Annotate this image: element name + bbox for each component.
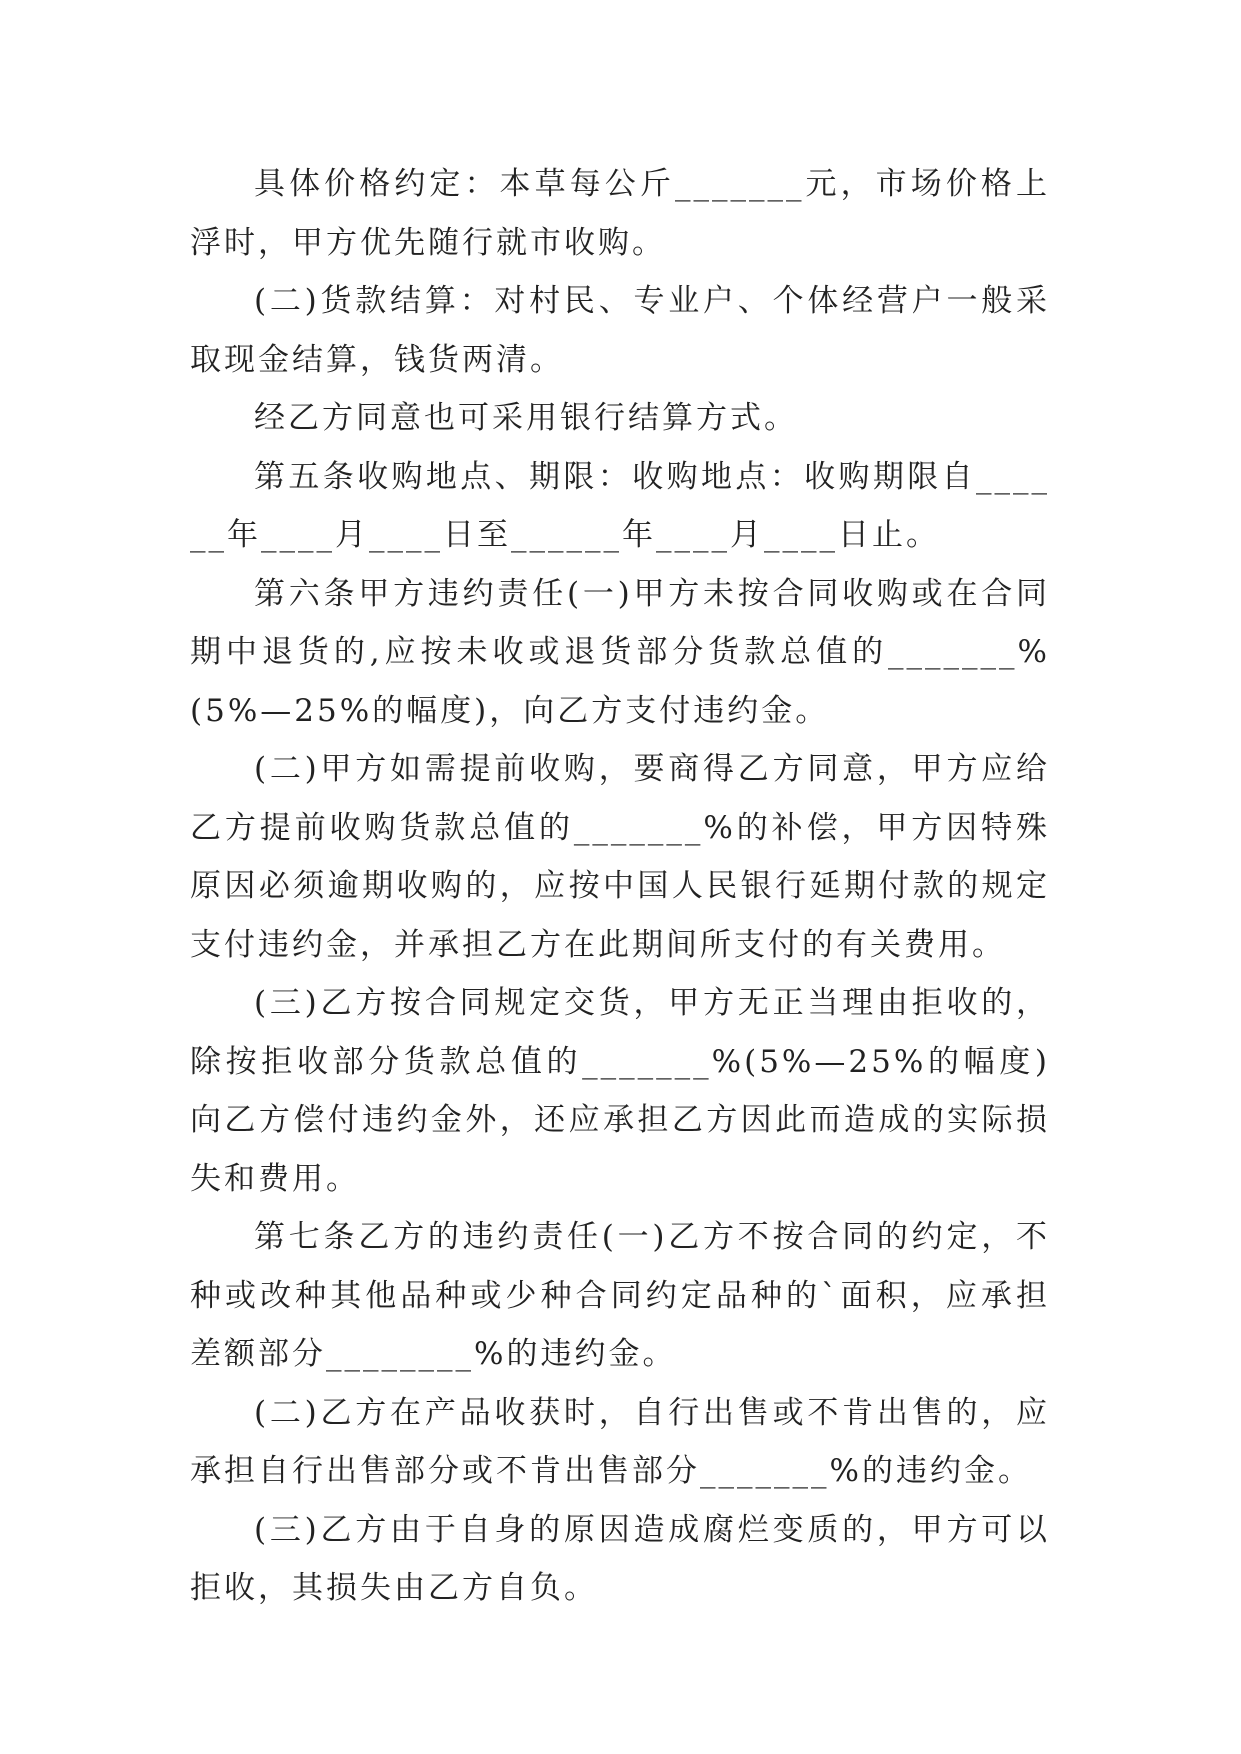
paragraph-price-agreement: 具体价格约定：本草每公斤_______元，市场价格上浮时，甲方优先随行就市收购。 — [190, 166, 1050, 261]
paragraph-article-6-item-3: (三)乙方按合同规定交货，甲方无正当理由拒收的，除按拒收部分货款总值的_______%(5%—25%的幅度)向乙方偿付违约金外，还应承担乙方因此而造成的实际损失和费用。 — [190, 985, 1050, 1197]
paragraph-bank-settlement: 经乙方同意也可采用银行结算方式。 — [254, 400, 798, 436]
paragraph-article-5: 第五条收购地点、期限：收购地点：收购期限自______年____月____日至______年____月____日止。 — [190, 458, 1050, 553]
paragraph-article-6: 第六条甲方违约责任(一)甲方未按合同收购或在合同期中退货的,应按未收或退货部分货款总值的_______%(5%—25%的幅度)，向乙方支付违约金。 — [190, 575, 1050, 729]
paragraph-article-6-item-2: (二)甲方如需提前收购，要商得乙方同意，甲方应给乙方提前收购货款总值的_______%的补偿，甲方因特殊原因必须逾期收购的，应按中国人民银行延期付款的规定支付违约金，并承担乙方在此期间所支付的有关费用。 — [190, 751, 1050, 963]
document-body — [190, 155, 1050, 1618]
paragraph-article-7-item-3: (三)乙方由于自身的原因造成腐烂变质的，甲方可以拒收，其损失由乙方自负。 — [190, 1511, 1050, 1606]
paragraph-payment-settlement: (二)货款结算：对村民、专业户、个体经营户一般采取现金结算，钱货两清。 — [190, 283, 1050, 378]
paragraph-article-7: 第七条乙方的违约责任(一)乙方不按合同的约定，不种或改种其他品种或少种合同约定品种的`面积，应承担差额部分________%的违约金。 — [190, 1219, 1050, 1372]
paragraph-article-7-item-2: (二)乙方在产品收获时，自行出售或不肯出售的，应承担自行出售部分或不肯出售部分_______%的违约金。 — [190, 1394, 1050, 1489]
